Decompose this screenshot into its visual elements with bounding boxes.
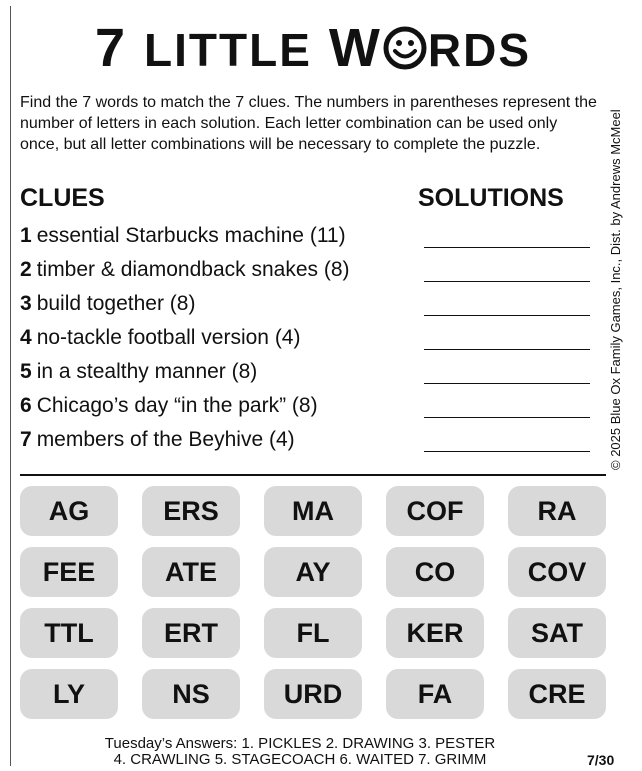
letter-tile[interactable]: FL <box>264 608 362 658</box>
letter-tile[interactable]: KER <box>386 608 484 658</box>
letter-tile[interactable]: NS <box>142 669 240 719</box>
puzzle-date: 7/30 <box>587 752 615 768</box>
letter-tile[interactable]: AG <box>20 486 118 536</box>
letter-tile[interactable]: CRE <box>508 669 606 719</box>
clue-text: in a stealthy manner (8) <box>36 360 258 383</box>
clue-text: build together (8) <box>36 292 196 315</box>
clue-number: 2 <box>20 258 32 281</box>
clue-text: timber & diamondback snakes (8) <box>36 258 350 281</box>
letter-tile[interactable]: FEE <box>20 547 118 597</box>
title-word-start: W <box>328 18 382 78</box>
letter-tile[interactable]: URD <box>264 669 362 719</box>
title-word-little: LITTLE <box>144 24 312 76</box>
solution-blank[interactable] <box>424 349 590 350</box>
letter-tile[interactable]: TTL <box>20 608 118 658</box>
clue-number: 6 <box>20 394 32 417</box>
letter-tile[interactable]: ERS <box>142 486 240 536</box>
clue-row <box>20 292 595 324</box>
clue-text: Chicago’s day “in the park” (8) <box>36 394 318 417</box>
previous-answers-line: 4. CRAWLING 5. STAGECOACH 6. WAITED 7. GRIMM <box>113 751 487 768</box>
clue-row <box>20 258 595 290</box>
clue-number: 4 <box>20 326 32 349</box>
previous-answers <box>20 736 580 768</box>
previous-answers-line: Tuesday’s Answers: 1. PICKLES 2. DRAWING 3. PESTER <box>104 735 496 752</box>
letter-tile[interactable]: CO <box>386 547 484 597</box>
letter-tile[interactable]: ATE <box>142 547 240 597</box>
letter-tile[interactable]: SAT <box>508 608 606 658</box>
solution-blank[interactable] <box>424 383 590 384</box>
clue-row <box>20 394 595 426</box>
solution-blank[interactable] <box>424 281 590 282</box>
clue-number: 7 <box>20 428 32 451</box>
clue-row <box>20 428 595 460</box>
clue-row <box>20 224 595 256</box>
clue-row <box>20 326 595 358</box>
divider <box>20 474 606 476</box>
clues-header: CLUES <box>20 184 105 212</box>
title-word-end: RDS <box>427 24 532 76</box>
puzzle-title <box>18 16 608 82</box>
letter-tile[interactable]: COV <box>508 547 606 597</box>
instructions: Find the 7 words to match the 7 clues. The numbers in parentheses represent the number of letters in each solution. Each letter combination can be used only once, but all letter combinations will be necessary to complete the puzzle. <box>20 94 597 153</box>
letter-tile[interactable]: FA <box>386 669 484 719</box>
clue-number: 5 <box>20 360 32 383</box>
solution-blank[interactable] <box>424 315 590 316</box>
solution-blank[interactable] <box>424 451 590 452</box>
solutions-header: SOLUTIONS <box>418 184 564 212</box>
clue-number: 1 <box>20 224 32 247</box>
letter-tile[interactable]: ERT <box>142 608 240 658</box>
clue-text: no-tackle football version (4) <box>36 326 301 349</box>
copyright-notice: © 2025 Blue Ox Family Games, Inc., Dist. by Andrews McMeel <box>608 109 623 470</box>
letter-tile[interactable]: MA <box>264 486 362 536</box>
clue-text: members of the Beyhive (4) <box>36 428 295 451</box>
letter-tile[interactable]: COF <box>386 486 484 536</box>
title-number: 7 <box>94 18 128 78</box>
solution-blank[interactable] <box>424 417 590 418</box>
letter-tile[interactable]: LY <box>20 669 118 719</box>
clue-row <box>20 360 595 392</box>
letter-tile[interactable]: AY <box>264 547 362 597</box>
letter-tile[interactable]: RA <box>508 486 606 536</box>
solution-blank[interactable] <box>424 247 590 248</box>
clue-number: 3 <box>20 292 32 315</box>
clue-text: essential Starbucks machine (11) <box>36 224 346 247</box>
smiley-face-icon <box>383 26 427 70</box>
